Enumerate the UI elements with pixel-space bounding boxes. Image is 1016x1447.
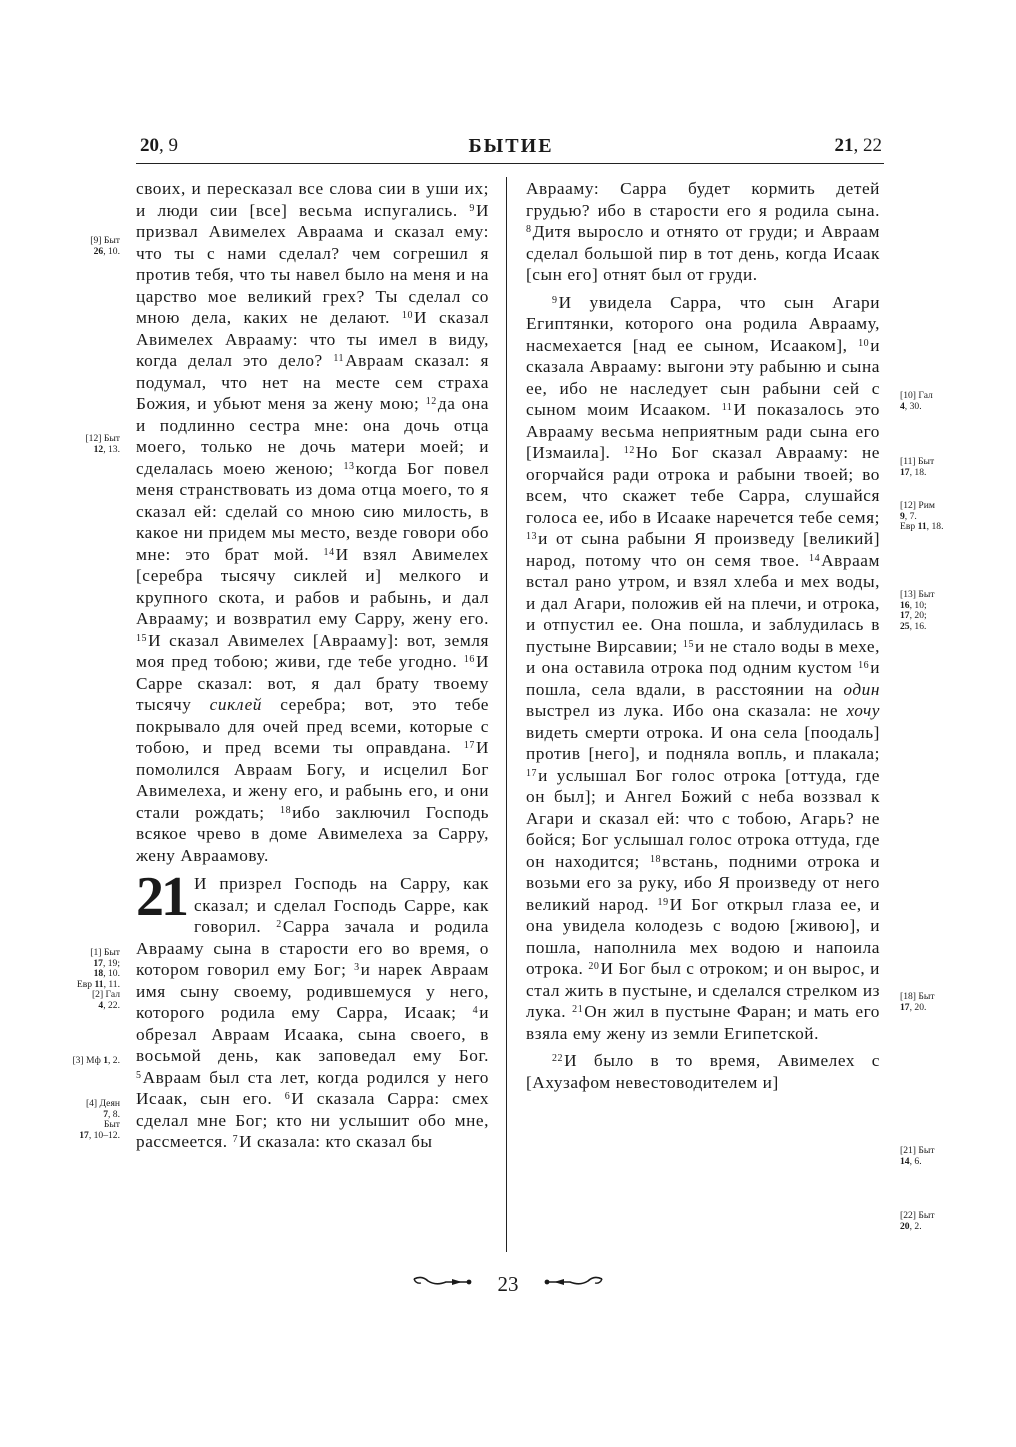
verse-number: 9: [552, 294, 558, 306]
ref-label: [13] Быт: [900, 589, 935, 600]
ref-verse: , 8.: [108, 1108, 120, 1120]
header-left-verse: 9: [168, 135, 178, 156]
ref-verse: , 20.: [909, 1001, 927, 1013]
left-text-column: [136, 178, 489, 1153]
ref-verse: , 19;: [102, 957, 120, 969]
italic-word: один: [843, 679, 880, 699]
cross-reference: [900, 1211, 935, 1232]
verse-text: И сказал Авимелех [Аврааму]: вот, земля моя пред тобою; живи, где тебе угодно.: [136, 630, 489, 671]
header-rule: [136, 163, 884, 164]
ref-chapter: 7: [103, 1108, 108, 1120]
ref-verse: , 30.: [904, 400, 922, 412]
ref-chapter: 17: [79, 1129, 89, 1141]
cross-reference: [900, 457, 934, 478]
ref-chapter: 17: [900, 1001, 910, 1013]
ref-chapter: 11: [94, 978, 104, 990]
verse-text: Дитя выросло и отнято от груди; и Авраам сделал большой пир в тот день, когда Исаак [сын его] отнят был от груди.: [526, 222, 880, 284]
verse-text: да она и подлинно сестра мне: она дочь отца моего, только не дочь матери моей; и сделалась моею женою;: [136, 394, 489, 478]
paragraph: [526, 178, 880, 286]
ref-chapter: 4: [900, 400, 905, 412]
verse-text: И Бог открыл глаза ее, и она увидела колодезь с водою [живою], и пошла, наполнила мех водою и напоила отрока.: [526, 894, 880, 978]
running-header: [138, 135, 884, 161]
verse-number: 7: [232, 1134, 239, 1145]
ref-chapter: 26: [93, 245, 104, 257]
verse-text: И помолился Авраам Богу, и исцелил Бог Авимелеха, и жену его, и рабынь его, и они стали рождать;: [136, 738, 489, 822]
verse-number: 3: [354, 962, 360, 973]
header-right-reference: 21, 22: [834, 135, 882, 156]
verse-number: 8: [526, 224, 532, 235]
verse-number: 11: [721, 402, 733, 413]
verse-number: 15: [136, 632, 148, 644]
verse-text: И взял Авимелех [серебра тысячу сиклей и] мелкого и крупного скота, и рабов и рабынь, и дал Аврааму; и возвратил ему Сарру, жену его.: [136, 544, 489, 628]
verse-text: И показалось это Аврааму весьма неприятным ради сына его [Измаила].: [526, 400, 880, 462]
verse-number: 14: [809, 552, 821, 564]
ref-verse: , 6.: [909, 1155, 922, 1167]
ref-label: [4] Деян: [85, 1098, 120, 1109]
ref-book: Евр: [900, 521, 918, 532]
ref-chapter: 12: [93, 443, 104, 455]
verse-number: 15: [682, 638, 695, 650]
ref-verse: , 20;: [909, 610, 927, 621]
ref-chapter: 17: [93, 957, 103, 969]
verse-number: 6: [284, 1091, 291, 1102]
verse-text: и сказала Аврааму: выгони эту рабыню и сына ее, ибо не наследует сын рабыни сей с сыном моим Исааком.: [526, 335, 880, 419]
verse-text: Авраам был ста лет, когда родился у него Исаак, сын его.: [136, 1067, 489, 1108]
verse-text: И было в то время, Авимелех с [Ахузафом невестоводителем и]: [526, 1051, 880, 1092]
verse-text: своих, и пересказал все слова сии в уши их; и люди сии [все] весьма испугались.: [136, 179, 489, 220]
cross-reference: [79, 1099, 120, 1141]
ref-chapter: 17: [900, 466, 910, 478]
ref-label: [12] Рим: [900, 500, 935, 511]
ref-chapter: 17: [900, 610, 910, 621]
cross-reference: [900, 391, 933, 412]
ref-verse: , 16.: [909, 620, 927, 632]
verse-number: 9: [469, 202, 475, 214]
ref-chapter: 25: [900, 620, 910, 632]
ref-label: [22] Быт: [900, 1210, 935, 1221]
ref-verse: , 13.: [103, 443, 120, 455]
chapter-paragraph: [136, 866, 490, 1153]
verse-text: выстрел из лука. Ибо она сказала: не: [526, 701, 847, 720]
ref-verse: , 7.: [904, 510, 917, 522]
ref-chapter: 9: [900, 510, 905, 522]
column-divider: [506, 177, 507, 1252]
cross-reference: [72, 1056, 120, 1067]
ref-label: [18] Быт: [900, 991, 935, 1002]
verse-text: И Сарре сказал: вот, я дал брату твоему тысячу: [136, 652, 489, 714]
verse-text: и пошла, села вдали, в расстоянии на: [526, 658, 880, 699]
ref-verse: , 10.: [103, 245, 120, 257]
verse-text: и не стало воды в мехе, и она оставила отрока под одним кустом: [526, 636, 881, 677]
ref-verse: , 18.: [909, 466, 927, 478]
ref-chapter: 16: [900, 599, 910, 611]
ref-label: [1] Быт: [90, 947, 120, 958]
page-number: 23: [497, 1272, 519, 1296]
cross-reference: [90, 236, 120, 257]
header-left-chapter: 20: [140, 135, 159, 156]
verse-number: 13: [343, 460, 355, 472]
verse-number: 17: [463, 740, 475, 751]
ref-chapter: 4: [98, 999, 104, 1011]
verse-text: Авраам сказал: я подумал, что нет на месте сем страха Божия, и убьют меня за жену мою;: [136, 351, 489, 413]
verse-text: И Бог был с отроком; и он вырос, и стал жить в пустыне, и сделался стрелком из лука.: [526, 959, 880, 1021]
verse-text: Но Бог сказал Аврааму: не огорчайся ради отрока и рабыни твоей; во всем, что скажет тебе Сарра, слушайся голоса ее, ибо в Исааке наречется тебе семя;: [526, 443, 880, 527]
verse-text: ибо заключил Господь всякое чрево в доме Авимелеха за Сарру, жену Авраамову.: [136, 802, 490, 865]
ref-chapter: 14: [900, 1155, 910, 1167]
ref-verse: , 10–12.: [88, 1129, 120, 1141]
paragraph: [526, 292, 880, 1045]
verse-number: 16: [858, 660, 870, 671]
verse-text: Он жил в пустыне Фаран; и мать его взяла ему жену из земли Египетской.: [526, 1002, 881, 1043]
verse-number: 11: [333, 353, 345, 364]
verse-number: 21: [572, 1004, 584, 1015]
cross-reference: [900, 992, 935, 1013]
cross-reference: [77, 948, 120, 1011]
italic-word: сиклей: [209, 695, 262, 714]
cross-reference: [85, 434, 120, 455]
ref-verse: , 2.: [909, 1220, 922, 1232]
cross-reference: [900, 501, 943, 533]
verse-text: и обрезал Авраам Исаака, сына своего, в восьмой день, как заповедал ему Бог.: [136, 1003, 489, 1065]
verse-number: 13: [526, 531, 538, 542]
ref-label: [3] Мф: [72, 1055, 104, 1066]
ref-label: [21] Быт: [900, 1145, 935, 1156]
verse-number: 18: [650, 853, 662, 865]
ref-label: [10] Гал: [900, 390, 933, 401]
verse-text: когда Бог повел меня странствовать из дома отца моего, то я сказал ей: сделай со мною сию милость, в какое ни придем мы место, везде говори обо мне: это брат мой.: [136, 458, 489, 564]
ref-verse: , 18.: [926, 521, 944, 532]
paragraph: [136, 178, 489, 866]
ref-chapter: 20: [900, 1220, 910, 1232]
paragraph: [526, 1050, 880, 1093]
verse-text: И сказал Авимелех Аврааму: что ты имел в виду, когда делал это дело?: [136, 308, 489, 370]
verse-number: 16: [463, 654, 475, 665]
ref-label: [11] Быт: [900, 456, 935, 467]
right-ornament-icon: [542, 1275, 604, 1289]
ref-book: Евр: [76, 978, 95, 990]
verse-number: 4: [472, 1005, 479, 1016]
verse-number: 10: [858, 337, 870, 349]
ref-label: [2] Гал: [91, 989, 120, 1000]
verse-text: встань, подними отрока и возьми его за руку, ибо Я произведу от него великий народ.: [526, 851, 880, 914]
ref-verse: , 10;: [909, 599, 927, 611]
chapter-number: 21: [136, 866, 186, 928]
verse-text: И сказала: кто сказал бы: [239, 1132, 433, 1151]
verse-text: видеть смерти отрока. И она села [поодаль] против [него], и подняла вопль, и плакала;: [526, 722, 880, 763]
verse-number: 12: [425, 396, 437, 407]
ref-chapter: 1: [103, 1055, 108, 1066]
page-number-row: [0, 1272, 1016, 1302]
verse-text: и нарек Авраам имя сыну своему, родившемуся у него, которого родила ему Сарра, Исаак;: [136, 960, 489, 1022]
verse-number: 17: [526, 767, 538, 779]
verse-number: 18: [280, 804, 292, 816]
verse-text: и от сына рабыни Я произведу [великий] народ, потому что он семя твое.: [526, 529, 880, 570]
verse-text: И сказала Сарра: смех сделал мне Бог; кто ни услышит обо мне, рассмеется.: [136, 1089, 490, 1151]
ref-label: [12] Быт: [85, 433, 120, 444]
verse-text: И призвал Авимелех Авраама и сказал ему: что ты с нами сделал? чем согрешил я против тебя, что ты навел было на меня и на царство мое великий грех? Ты сделал со мною дела, каких не делают.: [136, 200, 489, 327]
ref-verse: , 11.: [103, 978, 120, 990]
cross-reference: [900, 590, 935, 632]
verse-number: 20: [588, 961, 600, 972]
ref-verse: , 22.: [103, 999, 120, 1011]
right-text-column: [526, 178, 880, 1093]
verse-number: 2: [276, 919, 282, 930]
cross-reference: [900, 1146, 935, 1167]
header-left-reference: 20, 9: [140, 135, 178, 156]
verse-number: 12: [623, 445, 635, 456]
ref-book: Быт: [103, 1119, 120, 1130]
verse-text: и услышал Бог голос отрока [оттуда, где он был]; и Ангел Божий с неба воззвал к Агари и сказал ей: что с тобою, Агарь? не бойся; Бог услышал голос отрока оттуда, где он находится;: [526, 765, 880, 871]
verse-text: Сарра зачала и родила Аврааму сына в старости его во время, о котором говорил ему Бог;: [136, 917, 489, 979]
verse-number: 14: [323, 546, 335, 558]
verse-number: 5: [136, 1069, 142, 1081]
header-right-verse: 22: [863, 135, 882, 156]
verse-text: И призрел Господь на Сарру, как сказал; и сделал Господь Сарре, как говорил.: [194, 874, 489, 936]
italic-word: хочу: [846, 701, 880, 720]
verse-number: 19: [657, 896, 669, 908]
ref-chapter: 11: [917, 521, 927, 532]
ref-chapter: 18: [93, 968, 104, 979]
ref-verse: , 2.: [108, 1055, 120, 1066]
ref-label: [9] Быт: [90, 235, 120, 246]
header-right-chapter: 21: [834, 135, 854, 156]
verse-text: Аврааму: Сарра будет кормить детей грудью? ибо в старости его я родила сына.: [526, 179, 880, 220]
book-title: БЫТИЕ: [468, 135, 554, 157]
verse-text: И увидела Сарра, что сын Агари Египтянки, которого она родила Аврааму, насмехается [над ее сыном, Исааком],: [526, 292, 880, 355]
verse-number: 22: [552, 1053, 564, 1064]
verse-text: серебра; вот, это тебе покрывало для очей пред всеми, которые с тобою, и пред всеми ты оправдана.: [136, 695, 489, 757]
verse-number: 10: [401, 310, 414, 321]
verse-text: Авраам встал рано утром, и взял хлеба и мех воды, и дал Агари, положив ей на плечи, и отрока, и отпустил ее. Она пошла, и заблудилась в пустыне Вирсавии;: [526, 550, 880, 656]
ref-verse: , 10.: [103, 968, 120, 979]
